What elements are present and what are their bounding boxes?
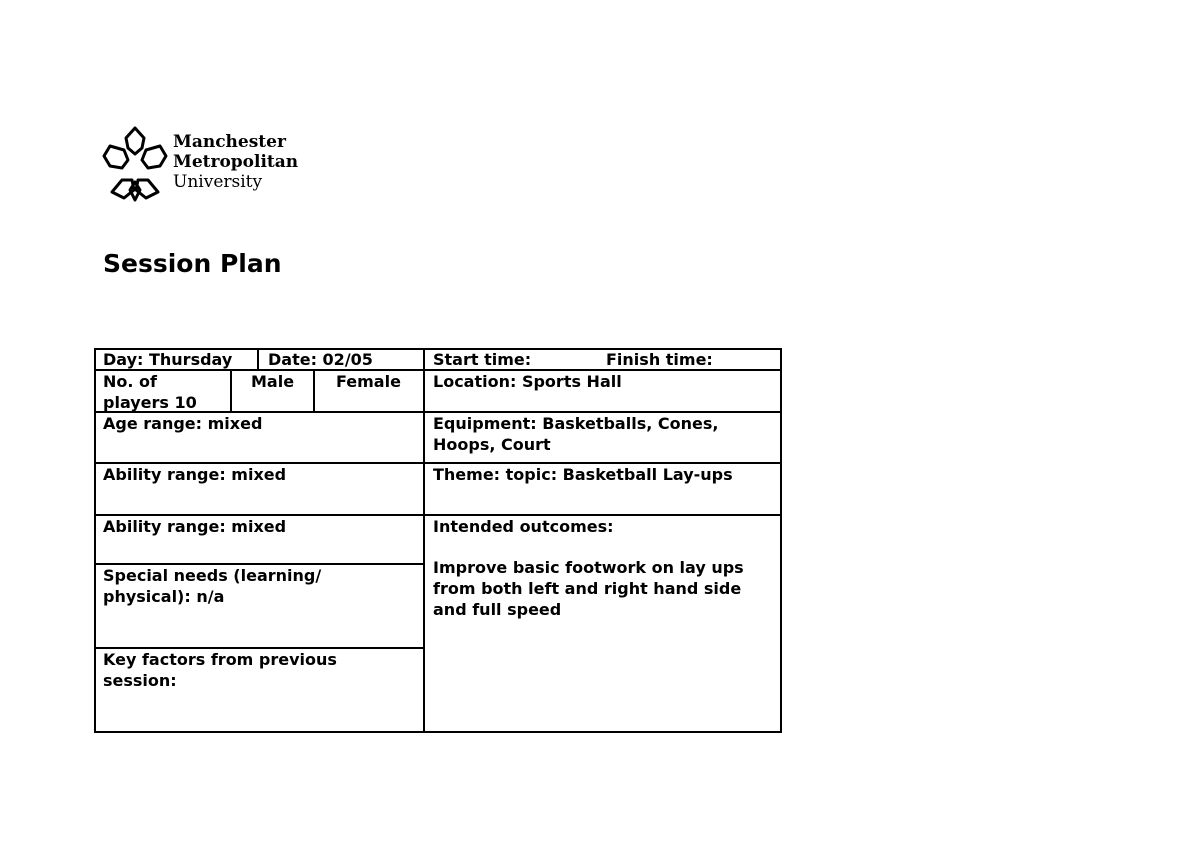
ability-range-field: Ability range: mixed — [103, 465, 287, 484]
logo-line-3: University — [173, 172, 263, 192]
location-field: Location: Sports Hall — [433, 372, 622, 391]
table-border — [780, 348, 782, 733]
table-border — [94, 731, 782, 733]
equipment-field: Equipment: Basketballs, Cones, Hoops, Court — [433, 414, 719, 454]
date-field: Date: 02/05 — [268, 350, 373, 369]
day-field: Day: Thursday — [103, 350, 233, 369]
start-time-field: Start time: — [433, 350, 532, 369]
rose-emblem-icon — [100, 124, 170, 202]
key-factors-field: Key factors from previous session: — [103, 650, 337, 690]
special-needs-field: Special needs (learning/ physical): n/a — [103, 566, 322, 606]
number-of-players-field: No. of players 10 — [103, 372, 197, 412]
female-field: Female — [336, 372, 401, 391]
male-field: Male — [251, 372, 295, 391]
table-border — [313, 369, 315, 413]
page-title: Session Plan — [103, 249, 282, 278]
table-border — [94, 348, 96, 733]
logo-line-2: Metropolitan — [173, 152, 299, 172]
logo-line-1: Manchester — [173, 132, 286, 152]
logo-wordmark — [173, 132, 298, 192]
intended-outcomes-label: Intended outcomes: — [433, 517, 614, 536]
intended-outcomes-text: Improve basic footwork on lay ups from both left and right hand side and full speed — [433, 558, 744, 619]
table-border — [423, 348, 425, 733]
ability-range-field-2: Ability range: mixed — [103, 517, 287, 536]
age-range-field: Age range: mixed — [103, 414, 263, 433]
finish-time-field: Finish time: — [606, 350, 713, 369]
table-border — [257, 348, 259, 370]
theme-field: Theme: topic: Basketball Lay-ups — [433, 465, 733, 484]
university-logo — [100, 124, 310, 202]
session-plan-table — [94, 348, 782, 733]
table-border — [230, 369, 232, 413]
